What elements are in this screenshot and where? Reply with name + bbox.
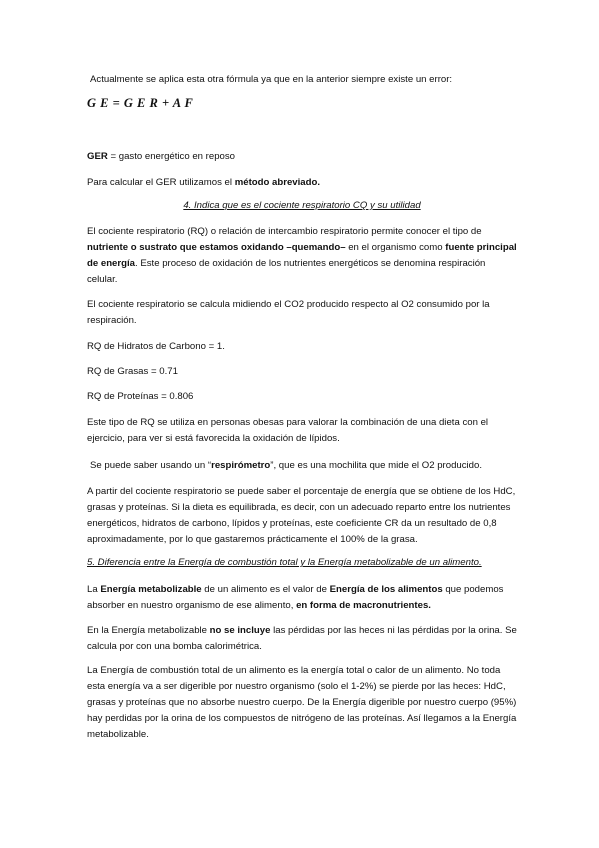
- rq-text-2: en el organismo como: [345, 242, 446, 253]
- rq-paragraph-1: [87, 224, 517, 288]
- ger-calc-method: método abreviado.: [234, 177, 320, 188]
- rq-bold-2: fuente principal de energía: [87, 242, 517, 269]
- noincl-bold: no se incluye: [209, 625, 271, 636]
- met-bold-3: en forma de macronutrientes.: [296, 600, 431, 611]
- ger-term: GER: [87, 151, 108, 162]
- resp-text-post: ”, que es una mochilita que mide el O2 producido.: [270, 460, 482, 471]
- section-5-heading: 5. Diferencia entre la Energía de combustión total y la Energía metabolizable de un alimento.: [87, 557, 482, 568]
- rq-bold-1: nutriente o sustrato que estamos oxidando –quemando–: [87, 242, 346, 253]
- combustion-paragraph: La Energía de combustión total de un alimento es la energía total o calor de un alimento. No toda esta energía va a ser digerible por nuestro organismo (solo el 1-2%) se pierde por las heces: HdC, grasas y proteínas que no absorbe nuestro cuerpo. De la Energía digerible por nuestro cuerpo (95%) hay perdidas por la orina de los compuestos de nitrógeno de las proteínas. Así llegamos a la Energía metabolizable.: [87, 665, 517, 740]
- rq-text-3: . Este proceso de oxidación de los nutrientes energéticos se denomina respiración celular.: [87, 258, 486, 285]
- section-4-heading: 4. Indica que es el cociente respiratorio CQ y su utilidad: [183, 200, 421, 211]
- met-text-1: La: [87, 584, 101, 595]
- respirometro-paragraph: [90, 458, 520, 474]
- no-incluye-paragraph: [87, 623, 517, 655]
- met-text-3: que podemos absorber en nuestro organismo de ese alimento,: [87, 584, 504, 611]
- noincl-text-1: En la Energía metabolizable: [87, 625, 210, 636]
- rq-obesos-paragraph: Este tipo de RQ se utiliza en personas obesas para valorar la combinación de una dieta con el ejercicio, para ver si está favorecida la oxidación de lípidos.: [87, 417, 489, 444]
- energia-metabolizable-paragraph: [87, 582, 517, 614]
- noincl-text-2: las pérdidas por las heces ni las pérdidas por la orina. Se calcula por con una bomba calorimétrica.: [87, 625, 517, 652]
- rq-grasas: RQ de Grasas = 0.71: [87, 366, 178, 377]
- intro-paragraph: Actualmente se aplica esta otra fórmula ya que en la anterior siempre existe un error:: [90, 74, 453, 85]
- energy-formula: G E = G E R + A F: [87, 96, 194, 110]
- ger-calc-text: Para calcular el GER utilizamos el: [87, 177, 235, 188]
- ger-definition: [87, 149, 517, 165]
- rq-proteinas: RQ de Proteínas = 0.806: [87, 391, 194, 402]
- ger-definition-text: = gasto energético en reposo: [107, 151, 236, 162]
- rq-text-1: El cociente respiratorio (RQ) o relación de intercambio respiratorio permite conocer el tipo de: [87, 226, 482, 237]
- ger-calc-paragraph: [87, 175, 517, 191]
- met-bold-1: Energía metabolizable: [100, 584, 202, 595]
- rq-hidratos: RQ de Hidratos de Carbono = 1.: [87, 341, 225, 352]
- cociente-paragraph: A partir del cociente respiratorio se puede saber el porcentaje de energía que se obtiene de los HdC, grasas y proteínas. Si la dieta es equilibrada, es decir, con un adecuado reparto entre los nutrientes energéticos, hidratos de carbono, lípidos y proteínas, este coeficiente CR da un resultado de 0,8 aproximadamente, por lo que gastaremos prácticamente el 100% de la grasa.: [87, 486, 516, 545]
- rq-paragraph-2: El cociente respiratorio se calcula midiendo el CO2 producido respecto al O2 consumido por la respiración.: [87, 299, 490, 326]
- resp-text-pre: Se puede saber usando un “: [90, 460, 212, 471]
- resp-bold: respirómetro: [211, 460, 271, 471]
- met-bold-2: Energía de los alimentos: [329, 584, 443, 595]
- met-text-2: de un alimento es el valor de: [201, 584, 330, 595]
